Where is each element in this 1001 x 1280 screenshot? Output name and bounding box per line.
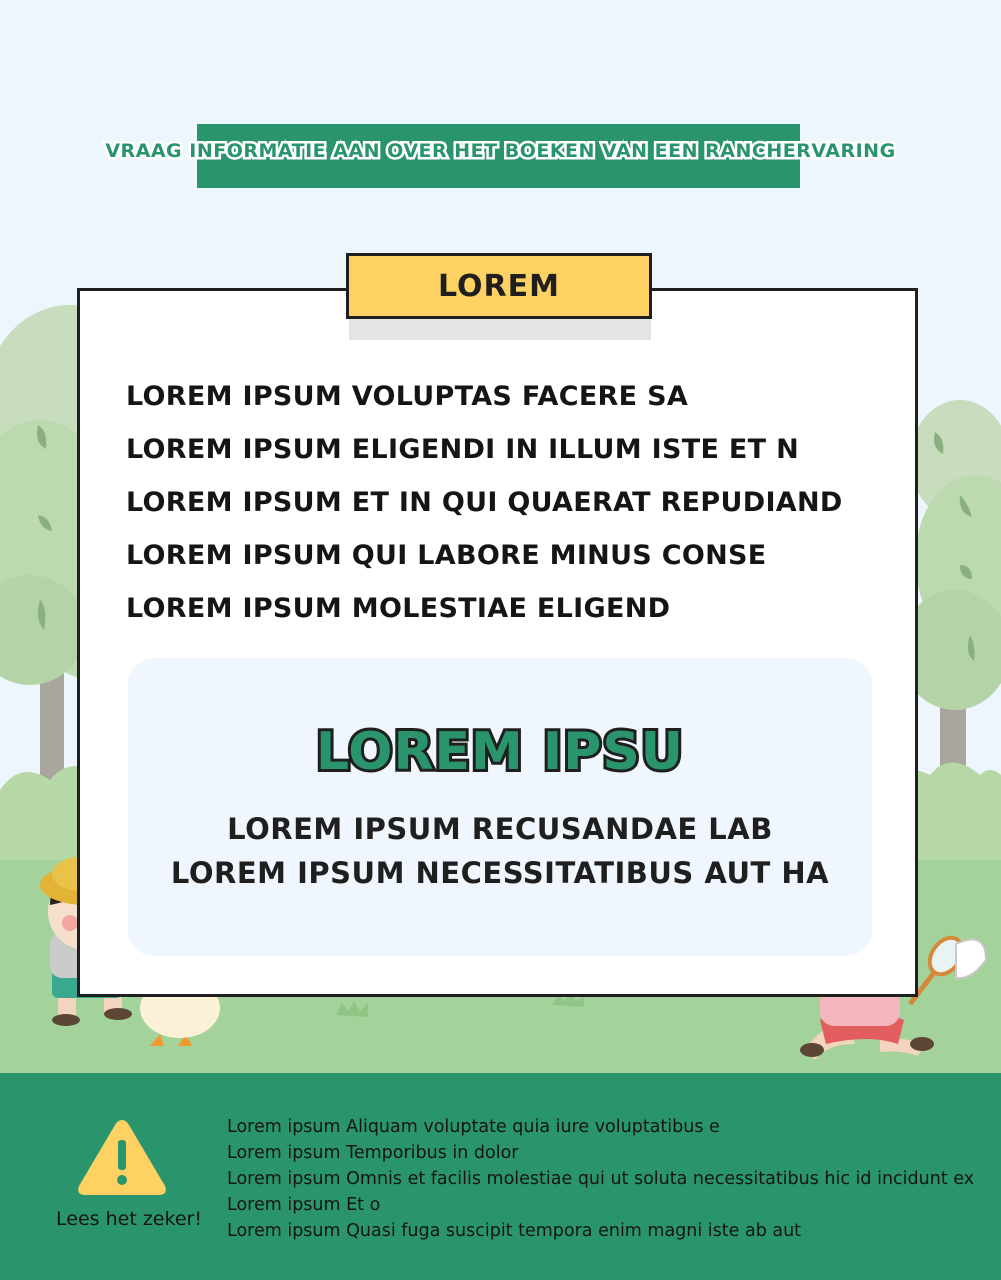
- footer-note: Lorem ipsum Quasi fuga suscipit tempora enim magni iste ab aut: [227, 1221, 802, 1241]
- card-line: LOREM IPSUM ELIGENDI IN ILLUM ISTE ET N: [126, 434, 799, 465]
- card-line: LOREM IPSUM VOLUPTAS FACERE SA: [126, 381, 689, 412]
- card-line: LOREM IPSUM QUI LABORE MINUS CONSE: [126, 540, 767, 571]
- card-tab-label: LOREM: [438, 268, 560, 304]
- warning-icon: [76, 1116, 168, 1198]
- warning-caption: Lees het zeker!: [56, 1208, 202, 1230]
- card-lines: [126, 370, 886, 635]
- footer-notes: [227, 1114, 975, 1244]
- highlight-box: [128, 658, 872, 956]
- card-line: LOREM IPSUM ET IN QUI QUAERAT REPUDIAND: [126, 487, 843, 518]
- highlight-subtitle: LOREM IPSUM NECESSITATIBUS AUT HA: [170, 856, 830, 890]
- footer-note: Lorem ipsum Omnis et facilis molestiae qui ut soluta necessitatibus hic id incidunt ex: [227, 1169, 975, 1189]
- highlight-subtitle: LOREM IPSUM RECUSANDAE LAB: [227, 812, 773, 846]
- banner-title: VRAAG INFORMATIE AAN OVER HET BOEKEN VAN EEN RANCHERVARING: [105, 140, 896, 162]
- card-tab: [346, 253, 652, 319]
- footer-note: Lorem ipsum Et o: [227, 1195, 381, 1215]
- footer-note: Lorem ipsum Aliquam voluptate quia iure voluptatibus e: [227, 1117, 720, 1137]
- tab-shadow: [349, 318, 651, 340]
- highlight-title: LOREM IPSU: [315, 722, 685, 782]
- card-line: LOREM IPSUM MOLESTIAE ELIGEND: [126, 593, 671, 624]
- footer-note: Lorem ipsum Temporibus in dolor: [227, 1143, 519, 1163]
